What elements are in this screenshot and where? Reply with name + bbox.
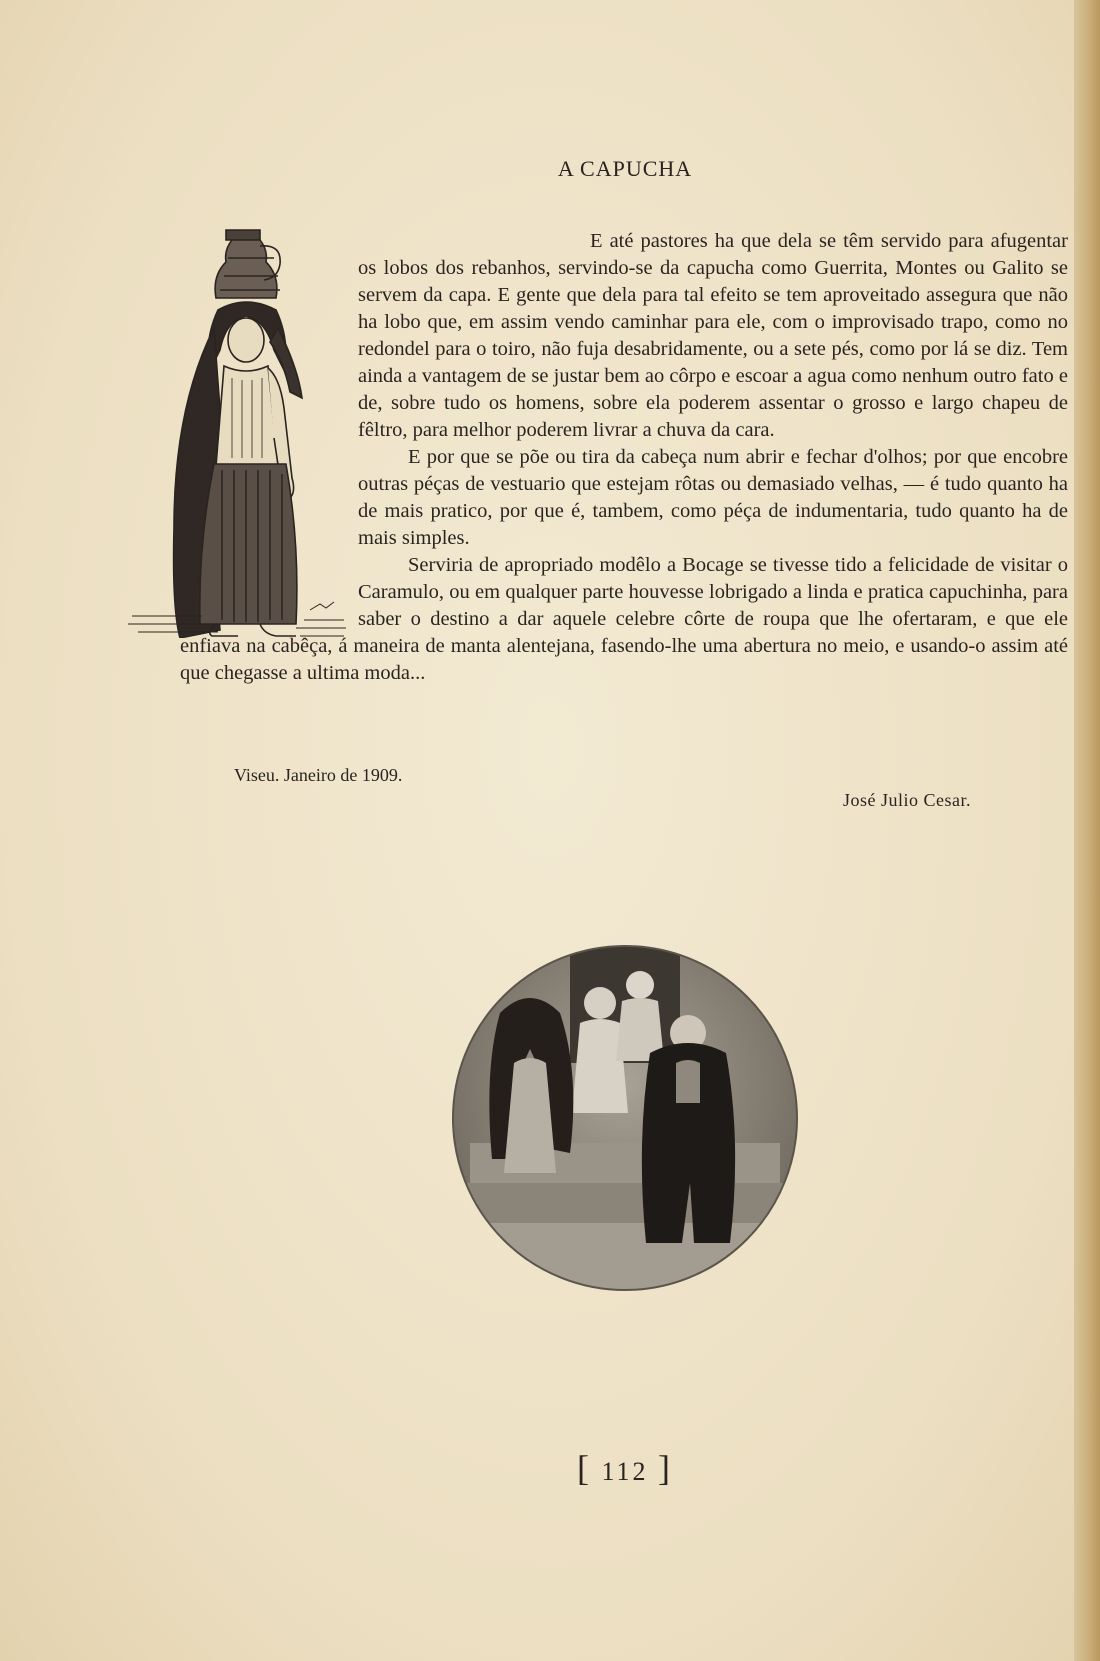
article-paragraph: E por que se põe ou tira da cabeça num abrir e fechar d'olhos; por que encobre outras péças de vestuario que estejam rôtas ou demasiado velhas, — é tudo quanto ha de mais pratico, por que é, tambem, como péça de indumentaria, tudo quanto ha de mais simples. [358,446,1068,549]
article-body [180,228,1068,687]
book-spine-edge [1074,0,1100,1661]
page-number-value: 112 [601,1457,649,1486]
author-signature: José Julio Cesar. [843,790,971,810]
left-bracket-glyph: [ [576,1448,592,1488]
dateline: Viseu. Janeiro de 1909. [234,765,403,785]
article-paragraph: Serviria de apropriado modêlo a Bocage se tivesse tido a felicidade de visitar o Caramulo, ou em qualquer parte houvesse lobrigado a linda e pratica capuchinha, para saber o destino a dar aquele celebre côrte de roupa que lhe ofertaram, e que ele enfiava na cabêça, á maneira de manta alentejana, fasendo-lhe uma abertura no meio, e usando-o assim até que chegasse a ultima moda... [180,554,1068,684]
page-number [0,1447,1100,1489]
circular-photograph [450,943,800,1293]
article-paragraph: E até pastores ha que dela se têm servido para afugentar os lobos dos rebanhos, servindo-se da capucha como Guerrita, Montes ou Galito se servem da capa. E gente que dela para tal efeito se tem aproveitado assegura que não ha lobo que, em assim vendo caminhar para ele, com o improvisado trapo, como no redondel para o toiro, não fuja desabridamente, ou a sete pés, como por lá se diz. Tem ainda a vantagem de se justar bem ao côrpo e escoar a agua como nenhum outro fato e de, sobre tudo os homens, sobre ela poderem assentar o grosso e largo chapeu de fêltro, para melhor poderem livrar a chuva da cara. [358,230,1068,441]
right-bracket-glyph: ] [658,1448,674,1488]
running-title: A CAPUCHA [557,156,693,181]
